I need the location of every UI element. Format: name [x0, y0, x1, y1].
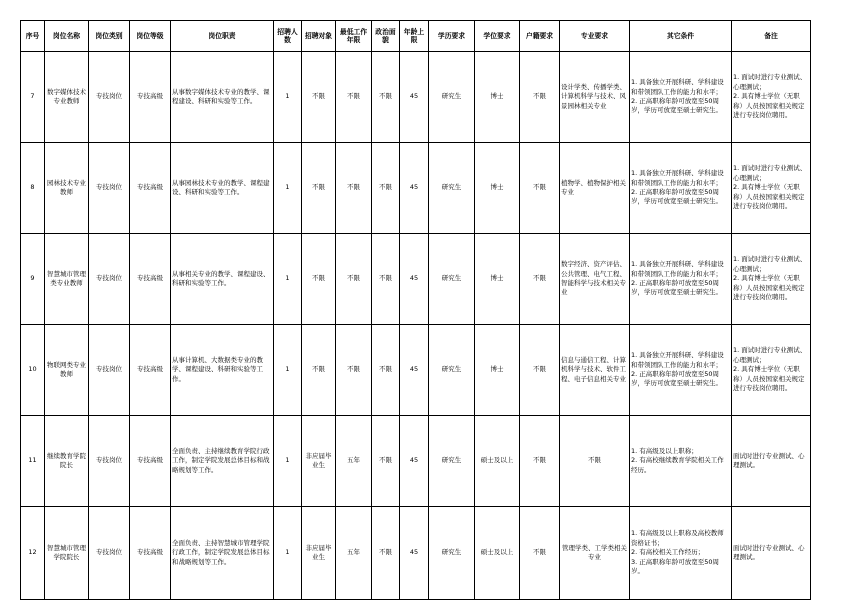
cell-major: 植物学、植物保护相关专业	[560, 143, 630, 234]
cell-political: 不限	[372, 507, 400, 600]
cell-education: 研究生	[429, 143, 475, 234]
table-row	[21, 507, 811, 600]
cell-count: 1	[274, 143, 302, 234]
cell-target: 不限	[302, 234, 336, 325]
cell-position-name: 园林技术专业教师	[45, 143, 89, 234]
cell-years: 五年	[336, 416, 372, 507]
cell-degree: 硕士及以上	[475, 507, 520, 600]
cell-target: 不限	[302, 325, 336, 416]
cell-years: 不限	[336, 234, 372, 325]
cell-political: 不限	[372, 234, 400, 325]
header-years: 最低工作年限	[336, 21, 372, 52]
recruitment-table	[20, 20, 811, 600]
cell-category: 专技岗位	[89, 507, 130, 600]
header-degree: 学位要求	[475, 21, 520, 52]
cell-count: 1	[274, 52, 302, 143]
cell-level: 专技高级	[130, 507, 171, 600]
cell-count: 1	[274, 416, 302, 507]
cell-other: 1. 具备独立开展科研、学科建设和带领团队工作的能力和水平； 2. 正高职称年龄可放宽至50周岁，学历可放宽至硕士研究生。	[630, 234, 732, 325]
header-count: 招聘人数	[274, 21, 302, 52]
cell-education: 研究生	[429, 416, 475, 507]
cell-no: 7	[21, 52, 45, 143]
cell-hukou: 不限	[520, 143, 560, 234]
cell-duty: 从事计算机、大数据类专业的教学、课程建设、科研和实验等工作。	[171, 325, 274, 416]
cell-age: 45	[400, 52, 429, 143]
cell-count: 1	[274, 234, 302, 325]
cell-no: 11	[21, 416, 45, 507]
cell-remark: 面试时进行专业测试、心理测试。	[732, 507, 811, 600]
cell-target: 非应届毕业生	[302, 507, 336, 600]
cell-level: 专技高级	[130, 416, 171, 507]
cell-political: 不限	[372, 143, 400, 234]
header-major: 专业要求	[560, 21, 630, 52]
cell-category: 专技岗位	[89, 52, 130, 143]
cell-political: 不限	[372, 416, 400, 507]
cell-duty: 全面负责、主持智慧城市管理学院行政工作，制定学院发展总体目标和战略规划等工作。	[171, 507, 274, 600]
cell-major: 设计学类、传播学类、计算机科学与技术、风景园林相关专业	[560, 52, 630, 143]
cell-remark: 1. 面试时进行专业测试、心理测试； 2. 具有博士学位（无职称）人员按国家相关规定进行专技岗位聘用。	[732, 325, 811, 416]
cell-remark: 1. 面试时进行专业测试、心理测试； 2. 具有博士学位（无职称）人员按国家相关规定进行专技岗位聘用。	[732, 234, 811, 325]
header-other: 其它条件	[630, 21, 732, 52]
header-hukou: 户籍要求	[520, 21, 560, 52]
cell-hukou: 不限	[520, 234, 560, 325]
cell-level: 专技高级	[130, 325, 171, 416]
cell-position-name: 继续教育学院院长	[45, 416, 89, 507]
cell-position-name: 智慧城市管理类专业教师	[45, 234, 89, 325]
header-level: 岗位等级	[130, 21, 171, 52]
header-row	[21, 21, 811, 52]
cell-degree: 博士	[475, 143, 520, 234]
cell-other: 1. 具备独立开展科研、学科建设和带领团队工作的能力和水平； 2. 正高职称年龄可放宽至50周岁，学历可放宽至硕士研究生。	[630, 325, 732, 416]
cell-education: 研究生	[429, 325, 475, 416]
cell-age: 45	[400, 416, 429, 507]
cell-duty: 从事园林技术专业的教学、课程建设、科研和实验等工作。	[171, 143, 274, 234]
cell-major: 信息与通信工程、计算机科学与技术、软件工程、电子信息相关专业	[560, 325, 630, 416]
cell-remark: 面试时进行专业测试、心理测试。	[732, 416, 811, 507]
cell-level: 专技高级	[130, 52, 171, 143]
cell-count: 1	[274, 325, 302, 416]
cell-age: 45	[400, 325, 429, 416]
cell-category: 专技岗位	[89, 416, 130, 507]
cell-age: 45	[400, 234, 429, 325]
cell-duty: 全面负责、主持继续教育学院行政工作，制定学院发展总体目标和战略规划等工作。	[171, 416, 274, 507]
cell-major: 管理学类、工学类相关专业	[560, 507, 630, 600]
cell-major: 不限	[560, 416, 630, 507]
cell-hukou: 不限	[520, 416, 560, 507]
cell-years: 不限	[336, 143, 372, 234]
cell-degree: 硕士及以上	[475, 416, 520, 507]
cell-education: 研究生	[429, 234, 475, 325]
header-target: 招聘对象	[302, 21, 336, 52]
table-row	[21, 416, 811, 507]
cell-duty: 从事相关专业的教学、课程建设、科研和实验等工作。	[171, 234, 274, 325]
cell-no: 10	[21, 325, 45, 416]
table-row	[21, 325, 811, 416]
header-duty: 岗位职责	[171, 21, 274, 52]
cell-political: 不限	[372, 325, 400, 416]
header-political: 政治面貌	[372, 21, 400, 52]
cell-no: 9	[21, 234, 45, 325]
cell-hukou: 不限	[520, 325, 560, 416]
cell-other: 1. 有高级及以上职称； 2. 有高校继续教育学院相关工作经历。	[630, 416, 732, 507]
header-remark: 备注	[732, 21, 811, 52]
cell-other: 1. 具备独立开展科研、学科建设和带领团队工作的能力和水平； 2. 正高职称年龄可放宽至50周岁，学历可放宽至硕士研究生。	[630, 52, 732, 143]
cell-level: 专技高级	[130, 143, 171, 234]
cell-target: 非应届毕业生	[302, 416, 336, 507]
cell-category: 专技岗位	[89, 325, 130, 416]
cell-target: 不限	[302, 52, 336, 143]
cell-position-name: 物联网类专业教师	[45, 325, 89, 416]
header-no: 序号	[21, 21, 45, 52]
cell-major: 数字经济、资产评估、公共管理、电气工程、智能科学与技术相关专业	[560, 234, 630, 325]
cell-target: 不限	[302, 143, 336, 234]
cell-count: 1	[274, 507, 302, 600]
header-position-name: 岗位名称	[45, 21, 89, 52]
cell-degree: 博士	[475, 52, 520, 143]
cell-other: 1. 具备独立开展科研、学科建设和带领团队工作的能力和水平； 2. 正高职称年龄可放宽至50周岁，学历可放宽至硕士研究生。	[630, 143, 732, 234]
cell-hukou: 不限	[520, 507, 560, 600]
table-row	[21, 234, 811, 325]
cell-no: 8	[21, 143, 45, 234]
header-education: 学历要求	[429, 21, 475, 52]
cell-years: 不限	[336, 325, 372, 416]
cell-years: 不限	[336, 52, 372, 143]
cell-degree: 博士	[475, 325, 520, 416]
cell-age: 45	[400, 507, 429, 600]
cell-other: 1. 有高级及以上职称及高校教师资格证书； 2. 有高校相关工作经历； 3. 正高职称年龄可放宽至50周岁。	[630, 507, 732, 600]
cell-political: 不限	[372, 52, 400, 143]
cell-degree: 博士	[475, 234, 520, 325]
cell-age: 45	[400, 143, 429, 234]
cell-no: 12	[21, 507, 45, 600]
cell-hukou: 不限	[520, 52, 560, 143]
cell-category: 专技岗位	[89, 234, 130, 325]
cell-remark: 1. 面试时进行专业测试、心理测试； 2. 具有博士学位（无职称）人员按国家相关规定进行专技岗位聘用。	[732, 143, 811, 234]
cell-years: 五年	[336, 507, 372, 600]
header-category: 岗位类别	[89, 21, 130, 52]
cell-category: 专技岗位	[89, 143, 130, 234]
table-row	[21, 52, 811, 143]
cell-position-name: 智慧城市管理学院院长	[45, 507, 89, 600]
cell-position-name: 数字媒体技术专业教师	[45, 52, 89, 143]
cell-duty: 从事数字媒体技术专业的教学、课程建设、科研和实验等工作。	[171, 52, 274, 143]
cell-remark: 1. 面试时进行专业测试、心理测试； 2. 具有博士学位（无职称）人员按国家相关规定进行专技岗位聘用。	[732, 52, 811, 143]
cell-level: 专技高级	[130, 234, 171, 325]
cell-education: 研究生	[429, 52, 475, 143]
header-age: 年龄上限	[400, 21, 429, 52]
table-row	[21, 143, 811, 234]
cell-education: 研究生	[429, 507, 475, 600]
